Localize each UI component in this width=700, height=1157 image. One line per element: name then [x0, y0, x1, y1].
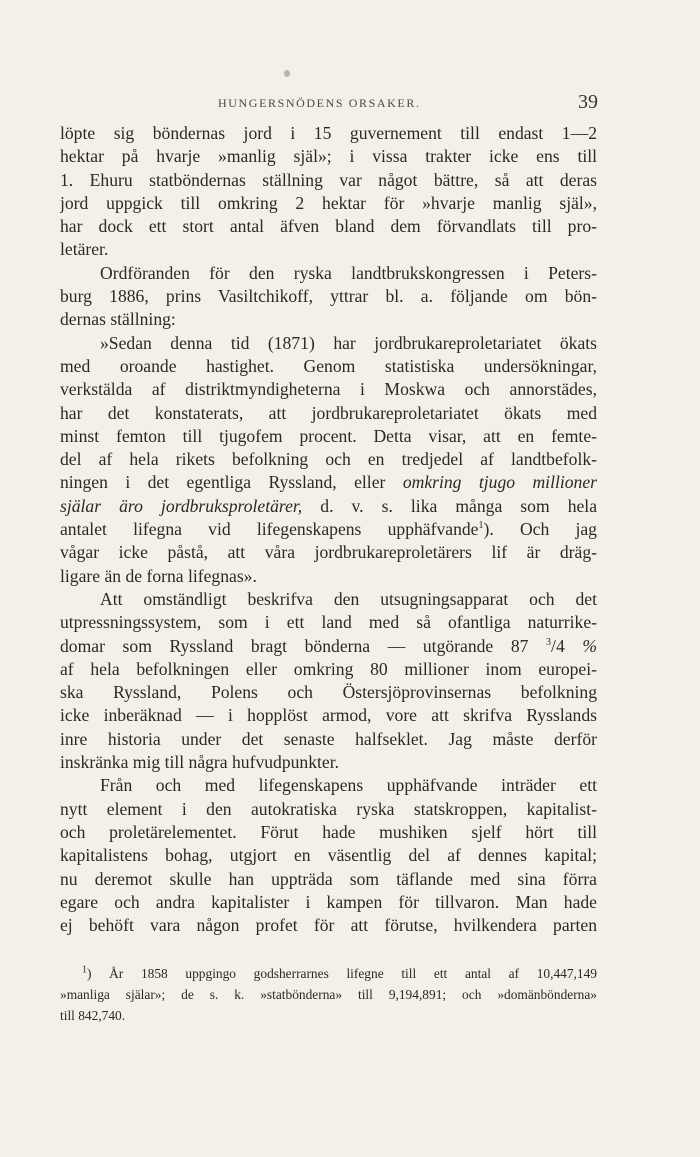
fraction-denominator: 4 [555, 635, 565, 656]
text-segment: antalet lifegna vid lifegenskapens upphäfvande [60, 519, 479, 540]
footnote-marker: 1 [82, 964, 87, 976]
text-line: har dock ett stort antal äfven bland dem förvandlats till pro- [60, 216, 597, 237]
text-line: kapitalistens bohag, utgjort en väsentlig del af dennes kapital; [60, 845, 597, 866]
italic-phrase: själar äro jordbruksproletärer, [60, 495, 303, 516]
text-segment: domar som Ryssland bragt bönderna — utgörande 87 [60, 635, 529, 656]
text-line: af hela befolkningen eller omkring 80 millioner inom europei- [60, 658, 597, 679]
text-line [60, 518, 597, 541]
text-line: nu deremot skulle han uppträda som täflande med sina förra [60, 868, 597, 889]
text-line: dernas ställning: [60, 309, 176, 330]
footnote-line: till 842,740. [60, 1008, 126, 1023]
text-line: ligare än de forna lifegnas». [60, 565, 257, 586]
paper-speck [284, 70, 290, 77]
text-line: och proletärelementet. Förut hade mushiken sjelf hört till [60, 821, 597, 842]
text-line: »Sedan denna tid (1871) har jordbrukareproletariatet ökats [100, 332, 597, 353]
text-line: letärer. [60, 239, 109, 260]
body-text [60, 122, 597, 937]
text-line: jord uppgick till omkring 2 hektar för »hvarje manlig själ», [60, 192, 597, 213]
percent-sign: % [582, 635, 597, 656]
text-line: 1. Ehuru statböndernas ställning var något bättre, så att deras [60, 169, 597, 190]
text-segment: d. v. s. lika många som hela [320, 495, 597, 516]
text-line: utpressningssystem, som i ett land med så ofantliga naturrike- [60, 612, 597, 633]
text-line: har det konstaterats, att jordbrukareproletariatet ökats med [60, 402, 597, 423]
text-line: burg 1886, prins Vasiltchikoff, yttrar bl. a. följande om bön- [60, 286, 597, 307]
text-line: inre historia under det senaste halfseklet. Jag måste derför [60, 728, 597, 749]
text-line: ska Ryssland, Polens och Östersjöprovinsernas befolkning [60, 682, 597, 703]
footnote-line: »manliga själar»; de s. k. »statbönderna» till 9,194,891; och »domänbönderna» [60, 987, 597, 1002]
text-line [60, 495, 597, 518]
footnote-section [60, 963, 597, 1026]
text-segment: ningen i det egentliga Ryssland, eller [60, 472, 386, 493]
text-line: vågar icke påstå, att våra jordbrukareproletärers lif är dräg- [60, 542, 597, 563]
text-line: minst femton till tjugofem procent. Detta visar, att en femte- [60, 425, 597, 446]
text-line [60, 471, 597, 494]
text-line: löpte sig böndernas jord i 15 guvernement till endast 1—2 [60, 123, 597, 143]
page-number: 39 [578, 91, 598, 113]
text-line: inskränka mig till några hufvudpunkter. [60, 752, 339, 773]
text-segment: ). Och jag [483, 519, 597, 540]
text-line: del af hela rikets befolkning och en tredjedel af landtbefolk- [60, 449, 597, 470]
footnote-line: $^1$) År 1858 uppgingo godsherrarnes lifegne till ett antal af 10,447,149 [82, 964, 597, 981]
running-head [0, 91, 700, 114]
text-line: ej behöft vara någon profet för att förutse, hvilkendera parten [60, 915, 597, 936]
text-line: verkstälda af distriktmyndigheterna i Moskwa och annorstädes, [60, 379, 597, 400]
text-line: Ordföranden för den ryska landtbrukskongressen i Peters- [100, 262, 597, 283]
text-line: hektar på hvarje »manlig själ»; i vissa trakter icke ens till [60, 146, 597, 167]
footnote-text: År 1858 uppgingo godsherrarnes lifegne till ett antal af 10,447,149 [109, 966, 597, 981]
text-line: egare och andra kapitalister i kampen för tillvaron. Man hade [60, 891, 597, 912]
text-line: icke inberäknad — i hopplöst armod, vore att skrifva Rysslands [60, 705, 597, 726]
running-title: HUNGERSNÖDENS ORSAKER. [218, 96, 421, 110]
text-line: Att omständligt beskrifva den utsugningsapparat och det [100, 588, 597, 609]
footnote-reference: 1 [478, 520, 484, 532]
text-line: med oroande hastighet. Genom statistiska undersökningar, [60, 355, 597, 376]
fraction-numerator: 3 [546, 636, 552, 648]
text-line: domar som Ryssland bragt bönderna — utgörande 87 $^3$/4 % [60, 635, 597, 656]
text-line: Från och med lifegenskapens upphäfvande inträder ett [100, 775, 597, 796]
italic-phrase: omkring tjugo millioner [402, 472, 597, 493]
text-line: nytt element i den autokratiska ryska statskroppen, kapitalist- [60, 798, 597, 819]
